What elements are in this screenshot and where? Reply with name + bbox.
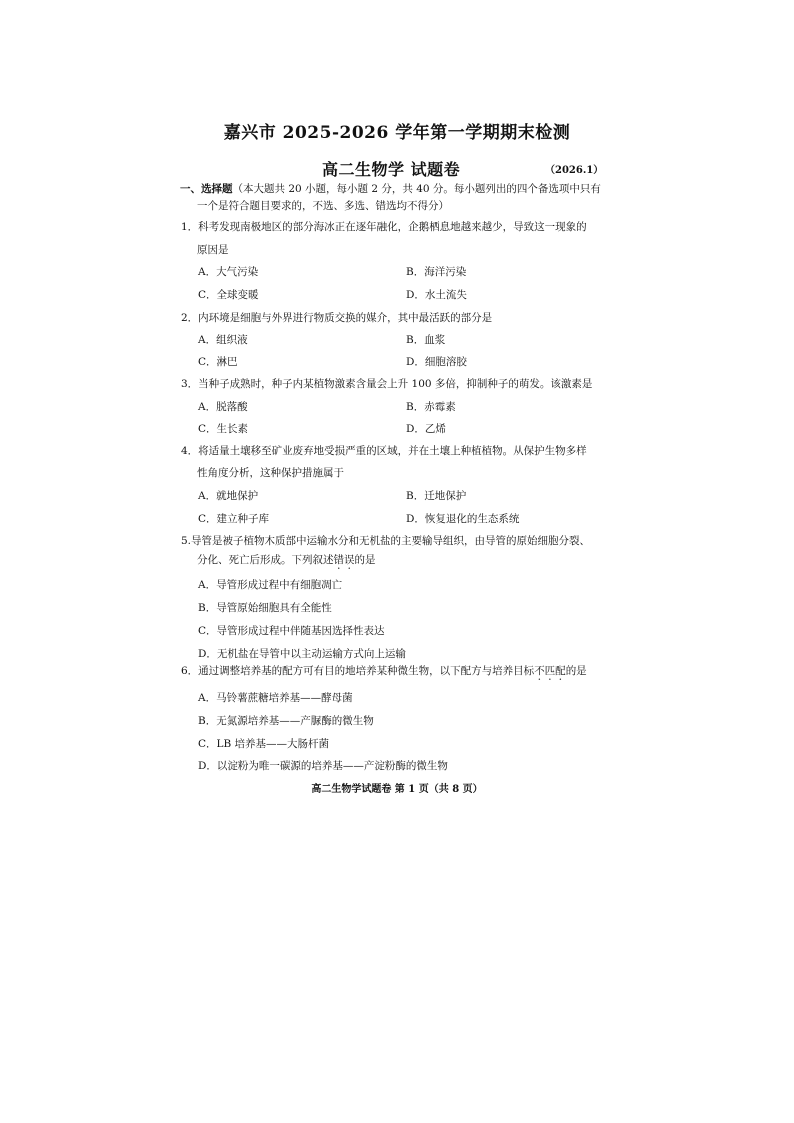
question-3-option-d: D．乙烯	[406, 423, 446, 435]
question-3-option-b: B．赤霉素	[406, 401, 456, 413]
question-6-option-a: A．马铃薯蔗糖培养基——酵母菌	[198, 692, 353, 704]
question-4-option-c: C．建立种子库	[198, 513, 270, 525]
question-3-option-a: A．脱落酸	[198, 401, 248, 413]
question-6-option-b: B．无氮源培养基——产脲酶的微生物	[198, 715, 374, 727]
question-5-option-d: D．无机盐在导管中以主动运输方式向上运输	[198, 648, 406, 660]
question-5-stem-2-post: 的是	[354, 554, 376, 566]
question-4-option-a: A．就地保护	[198, 490, 259, 502]
page-footer: 高二生物学试题卷 第 1 页（共 8 页）	[311, 784, 483, 795]
question-6-stem	[181, 664, 587, 683]
question-2-option-a: A．组织液	[198, 334, 248, 346]
question-5-option-c: C．导管形成过程中伴随基因选择性表达	[198, 625, 385, 637]
question-5-stem-1: 5.导管是被子植物木质部中运输水分和无机盐的主要输导组织，由导管的原始细胞分裂、	[181, 535, 591, 547]
question-3-stem: 3．当种子成熟时，种子内某植物激素含量会上升 100 多倍，抑制种子的萌发。该激素是	[181, 378, 593, 390]
question-6-option-d: D．以淀粉为唯一碳源的培养基——产淀粉酶的微生物	[198, 760, 448, 772]
question-2-option-b: B．血浆	[406, 334, 446, 346]
exam-title: 嘉兴市 2025-2026 学年第一学期期末检测	[223, 123, 571, 143]
question-5-stem-2	[197, 553, 376, 572]
question-1-option-c: C．全球变暖	[198, 289, 259, 301]
exam-date: （2026.1）	[545, 165, 604, 176]
exam-subtitle: 高二生物学 试题卷	[322, 160, 461, 179]
question-1-option-b: B．海洋污染	[406, 266, 467, 278]
question-6-option-c: C．LB 培养基——大肠杆菌	[198, 738, 330, 750]
question-3-option-c: C．生长素	[198, 423, 249, 435]
question-4-option-b: B．迁地保护	[406, 490, 467, 502]
question-5-stem-2-pre: 分化、死亡后形成。下列叙述	[197, 554, 334, 566]
question-5-option-a: A．导管形成过程中有细胞凋亡	[198, 579, 343, 591]
question-5-option-b: B．导管原始细胞具有全能性	[198, 602, 332, 614]
emphasis-mark-wrong: 错误	[333, 554, 355, 566]
question-2-stem: 2．内环境是细胞与外界进行物质交换的媒介，其中最活跃的部分是	[181, 312, 493, 324]
question-1-stem-2: 原因是	[197, 244, 229, 256]
question-1-option-d: D．水土流失	[406, 289, 467, 301]
question-1-option-a: A．大气污染	[198, 266, 259, 278]
question-4-stem-2: 性角度分析，这种保护措施属于	[197, 467, 344, 479]
question-2-option-c: C．淋巴	[198, 356, 238, 368]
question-6-stem-post: 的是	[565, 665, 587, 677]
question-6-stem-pre: 6．通过调整培养基的配方可有目的地培养某种微生物，以下配方与培养目标	[181, 665, 535, 677]
section-instructions-line-1	[180, 182, 601, 196]
emphasis-mark-mismatch: 不匹配	[534, 665, 566, 677]
section-desc-2: 一个是符合题目要求的，不选、多选、错选均不得分）	[197, 200, 449, 212]
question-4-option-d: D．恢复退化的生态系统	[406, 513, 520, 525]
question-4-stem-1: 4．将适量土壤移至矿业废弃地受损严重的区域，并在土壤上种植植物。从保护生物多样	[181, 445, 587, 457]
section-desc-1: （本大题共 20 小题，每小题 2 分，共 40 分。每小题列出的四个备选项中只有	[232, 183, 601, 195]
section-heading: 一、选择题	[180, 183, 233, 195]
question-1-stem-1: 1．科考发现南极地区的部分海冰正在逐年融化，企鹅栖息地越来越少，导致这一现象的	[181, 221, 587, 233]
question-2-option-d: D．细胞溶胶	[406, 356, 467, 368]
